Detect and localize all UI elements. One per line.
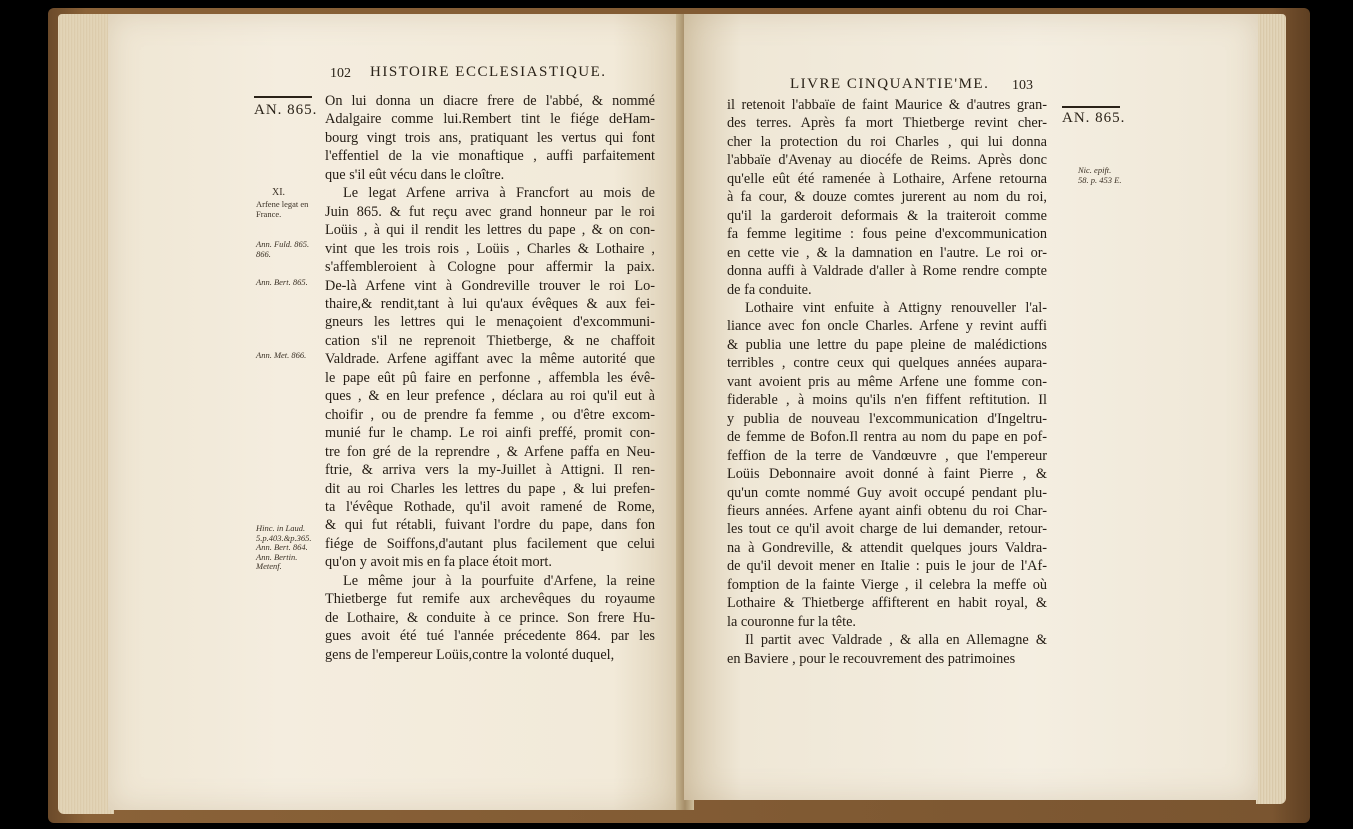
right-year-label: AN. 865. <box>1062 110 1126 126</box>
text-line: dit au roi Charles les lettres du pape , & lui prefen- <box>325 480 655 497</box>
text-line: fa femme legitime : fous peine d'excommunication <box>727 226 1047 243</box>
text-line: cation s'il ne reprenoit Thietberge, & ne chaffoit <box>325 332 655 349</box>
left-margin-note-hinc: Hinc. in Laud. 5.p.403.&p.365. Ann. Bert. 864. Ann. Bertin. Metenf. <box>256 523 312 571</box>
text-line: gneurs les lettres qui le menaçoient d'excommuni- <box>325 314 655 331</box>
text-line: que s'il eût vécu dans le cloître. <box>325 166 505 183</box>
text-line: gues avoit été tué l'année précedente 864. par les <box>325 628 655 645</box>
text-line: fieurs années. Arfene ayant ainfi obtenu du roi Char- <box>727 502 1047 519</box>
text-line: tre fon gré de la reprendre , & Arfene paffa en Neu- <box>325 443 655 460</box>
text-line: ftrie, & arriva vers la my-Juillet à Attigni. Il ren- <box>325 462 655 479</box>
text-line: fiége de Soiffons,d'autant plus facilement que celui <box>325 535 655 552</box>
text-line: Thietberge fut remife aux archevêques du royaume <box>325 591 655 608</box>
text-line: l'effentiel de la vie monaftique , auffi parfaitement <box>325 148 655 165</box>
right-body-text <box>727 96 1047 676</box>
text-line: fomption de la fainte Vierge , il celebra la meffe où <box>727 576 1047 593</box>
text-line: Loüis Debonnaire avoit donné à faint Pierre , & <box>727 466 1047 483</box>
text-line: Le legat Arfene arriva à Francfort au mois de <box>343 185 655 202</box>
left-year-label: AN. 865. <box>254 102 318 118</box>
page-edges-left <box>58 14 114 814</box>
text-line: des terres. Après fa mort Thietberge revint cher- <box>727 115 1047 132</box>
text-line: vant avoient pris au même Arfene une fomme con- <box>727 373 1047 390</box>
text-line: s'affembleroient à Cologne pour affermir la paix. <box>325 259 655 276</box>
text-line: terribles , contre ceux qui quelques années aupara- <box>727 355 1047 372</box>
right-margin-note-nic: Nic. epift. 58. p. 453 E. <box>1078 165 1122 185</box>
text-line: & publia une lettre du pape pleine de malédictions <box>727 336 1047 353</box>
text-line: en cette vie , & la damnation en l'autre. Le roi or- <box>727 244 1047 261</box>
text-line: Lothaire vint enfuite à Attigny renouveller l'al- <box>745 299 1047 316</box>
left-margin-note-ann-bert: Ann. Bert. 865. <box>256 277 308 287</box>
left-margin-note-ann-met: Ann. Met. 866. <box>256 350 307 360</box>
text-line: De-là Arfene vint à Gondreville trouver le roi Lo- <box>325 277 655 294</box>
text-line: Loüis , à qui il rendit les lettres du pape , & on con- <box>325 222 655 239</box>
text-line: vint que les trois rois , Loüis , Charles & Lothaire , <box>325 240 655 257</box>
text-line: la couronne fur la tête. <box>727 613 857 630</box>
text-line: feffion de la terre de Vandœuvre , que l'empereur <box>727 447 1047 464</box>
text-line: Adalgaire comme lui.Rembert tint le fiége deHam- <box>325 111 655 128</box>
text-line: Valdrade. Arfene agiffant avec la même autorité que <box>325 351 655 368</box>
text-line: qu'on y avoit mis en fa place étoit mort. <box>325 554 552 571</box>
text-line: On lui donna un diacre frere de l'abbé, & nommé <box>325 93 655 109</box>
text-line: Le même jour à la pourfuite d'Arfene, la reine <box>343 572 655 589</box>
text-line: à fa cour, & douze comtes jurerent au nom du roi, <box>727 189 1047 206</box>
text-line: fiderable , à moins qu'ils n'en fiffent reftitution. Il <box>727 392 1047 409</box>
text-line: y publia de nouveau l'excommunication d'Ingeltru- <box>727 410 1047 427</box>
page-edges-right <box>1256 14 1286 804</box>
text-line: il retenoit l'abbaïe de faint Maurice & d'autres gran- <box>727 97 1047 113</box>
text-line: ques , & en leur prefence , déclara au roi qu'il eut à <box>325 388 655 405</box>
text-line: bourg vingt trois ans, pratiquant les vertus qui font <box>325 129 655 146</box>
text-line: na à Gondreville, & attendit quelques jours Valdra- <box>727 539 1047 556</box>
left-year-rule <box>254 96 312 98</box>
text-line: donna auffi à Valdrade d'aller à Rome rendre compte <box>727 263 1047 280</box>
text-line: ta l'évêque Rothade, qu'il avoit ramené de Rome, <box>325 498 655 515</box>
text-line: Lothaire & Thietberge affifterent en habit royal, & <box>727 595 1047 612</box>
left-body-text <box>325 92 655 672</box>
text-line: de femme de Bofon.Il rentra au nom du pape en pof- <box>727 429 1047 446</box>
text-line: thaire,& rendit,tant à lui qu'aux évêques & aux fei- <box>325 295 655 312</box>
text-line: qu'un comte nommé Guy avoit occupé pendant plu- <box>727 484 1047 501</box>
text-line: l'abbaïe d'Avenay au diocéfe de Reims. Après donc <box>727 152 1047 169</box>
left-margin-section-title: Arfene legat en France. <box>256 199 309 219</box>
left-margin-section-number: XI. <box>272 187 286 198</box>
text-line: munié fur le champ. Le roi ainfi preffé, promit con- <box>325 425 655 442</box>
text-line: qu'elle eût été ramenée à Lothaire, Arfene retourna <box>727 170 1047 187</box>
text-line: gens de l'empereur Loüis,contre la volonté duquel, <box>325 646 615 663</box>
text-line: de Lothaire, & conduite à ce prince. Son frere Hu- <box>325 609 655 626</box>
text-line: qu'il la garderoit deformais & la traiteroit comme <box>727 207 1047 224</box>
left-running-head: HISTOIRE ECCLESIASTIQUE. <box>370 64 607 80</box>
text-line: de qu'il devoit mener en Italie : puis le jour de l'Af- <box>727 558 1047 575</box>
text-line: choifir , ou de prendre fa femme , ou d'être excom- <box>325 406 655 423</box>
text-line: le pape eût pû faire en perfonne , affembla les évê- <box>325 369 655 386</box>
text-line: les tout ce qu'il avoit charge de lui demander, retour- <box>727 521 1047 538</box>
right-year-rule <box>1062 106 1120 108</box>
left-page-number: 102 <box>330 66 351 81</box>
right-running-head: LIVRE CINQUANTIE'ME. <box>790 76 990 92</box>
text-line: cher la protection du roi Charles , qui lui donna <box>727 133 1047 150</box>
text-line: en Baviere , pour le recouvrement des patrimoines <box>727 650 1016 667</box>
text-line: & qui fut rétabli, fuivant l'ordre du pape, dans fon <box>325 517 655 534</box>
left-margin-note-ann-fuld: Ann. Fuld. 865. 866. <box>256 239 310 259</box>
right-page-number: 103 <box>1012 78 1033 93</box>
text-line: liance avec fon oncle Charles. Arfene y revint auffi <box>727 318 1047 335</box>
text-line: Il partit avec Valdrade , & alla en Allemagne & <box>745 632 1047 649</box>
text-line: de fa conduite. <box>727 281 812 298</box>
text-line: Juin 865. & fut reçu avec grand honneur par le roi <box>325 203 655 220</box>
